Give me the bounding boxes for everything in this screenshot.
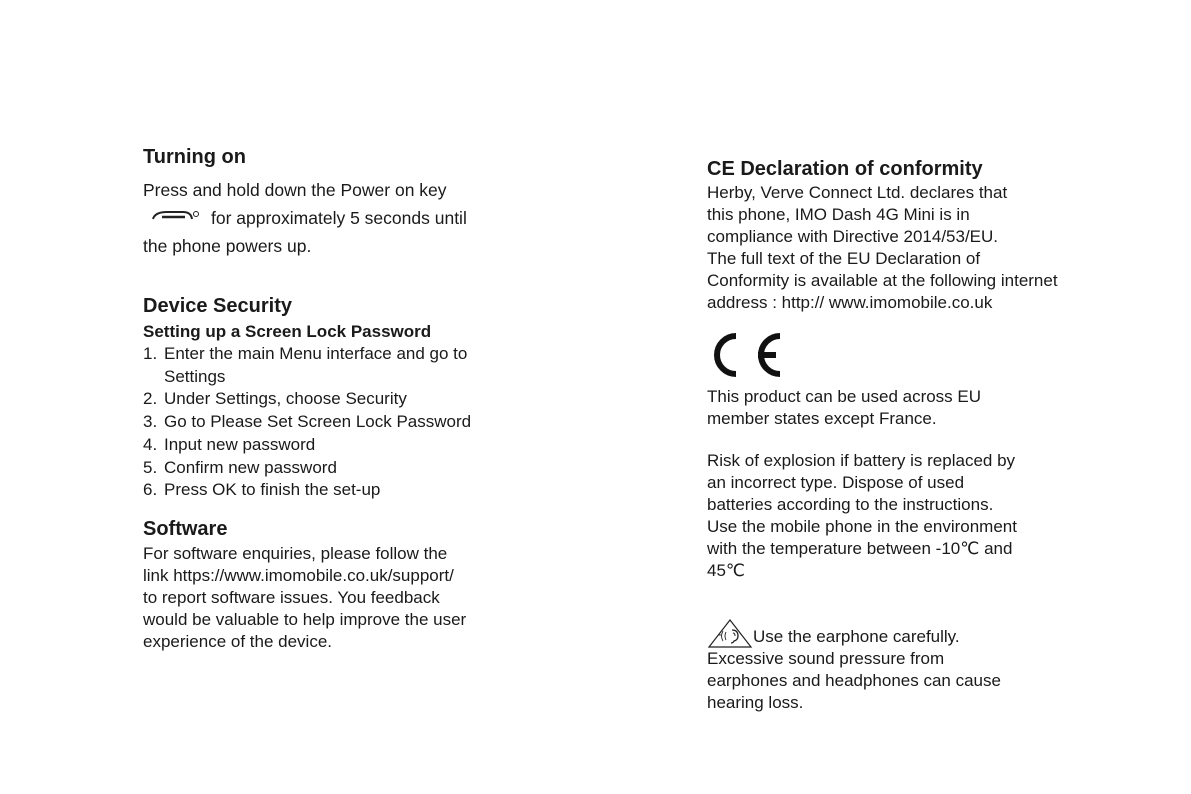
ce-address-line: address : http:// www.imomobile.co.uk [707,293,993,312]
ce-line: Herby, Verve Connect Ltd. declares that [707,183,1008,202]
turning-on-line-2-text: for approximately 5 seconds until [211,208,467,228]
turning-on-line-1: Press and hold down the Power on key [143,180,447,200]
right-column [707,156,1127,714]
usage-line: member states except France. [707,409,937,428]
battery-line: Use the mobile phone in the environment [707,517,1017,536]
usage-section [707,386,1127,430]
step-text: Under Settings, choose Security [164,389,407,409]
ce-mark-icon [710,330,790,380]
step-number: 4. [143,434,158,454]
ce-declaration-title: CE Declaration of conformity [707,158,983,180]
earphone-line: earphones and headphones can cause [707,671,1001,690]
security-step [143,388,523,411]
left-column [143,144,523,653]
ce-line: this phone, IMO Dash 4G Mini is in [707,205,970,224]
security-step [143,457,523,480]
turning-on-line-3: the phone powers up. [143,236,312,256]
battery-line: 45℃ [707,561,746,580]
software-line: to report software issues. You feedback [143,587,440,607]
device-security-section [143,293,523,502]
ce-line: Conformity is available at the following internet [707,271,1058,290]
step-number: 5. [143,457,158,477]
battery-warning-section [707,450,1127,582]
security-step [143,411,523,434]
ce-line: compliance with Directive 2014/53/EU. [707,227,999,246]
software-section [143,516,523,653]
ce-line: The full text of the EU Declaration of [707,249,981,268]
power-key-icon [147,208,201,228]
turning-on-section [143,144,523,260]
step-number: 1. [143,344,158,363]
hearing-warning-icon [707,618,753,648]
security-step [143,343,523,388]
software-line: For software enquiries, please follow the [143,543,448,563]
step-number: 6. [143,480,158,500]
battery-line: Risk of explosion if battery is replaced by [707,451,1016,470]
battery-line: an incorrect type. Dispose of used [707,473,965,492]
turning-on-title: Turning on [143,146,246,168]
step-text: Confirm new password [164,457,337,477]
earphone-line: hearing loss. [707,693,804,712]
earphone-caution-text: Use the earphone carefully. [753,627,960,646]
step-text: Press OK to finish the set-up [164,480,381,500]
security-step [143,479,523,502]
turning-on-line-2 [143,204,523,232]
step-number: 3. [143,412,158,432]
device-security-subtitle: Setting up a Screen Lock Password [143,322,432,341]
earphone-warning-section [707,618,1127,714]
software-link-line: link https://www.imomobile.co.uk/support/ [143,565,454,585]
usage-line: This product can be used across EU [707,387,982,406]
software-title: Software [143,517,228,540]
software-line: experience of the device. [143,631,333,651]
step-number: 2. [143,389,158,409]
earphone-first-line [707,618,1127,648]
device-security-title: Device Security [143,295,292,317]
security-steps-list [143,343,523,502]
security-step [143,434,523,457]
battery-line: batteries according to the instructions. [707,495,994,514]
earphone-line: Excessive sound pressure from [707,649,945,668]
ce-declaration-section [707,156,1127,314]
software-line: would be valuable to help improve the user [143,609,467,629]
step-text: Input new password [164,434,316,454]
step-text: Enter the main Menu interface and go to Settings [164,344,468,386]
step-text: Go to Please Set Screen Lock Password [164,412,472,432]
battery-line: with the temperature between -10℃ and [707,539,1013,558]
